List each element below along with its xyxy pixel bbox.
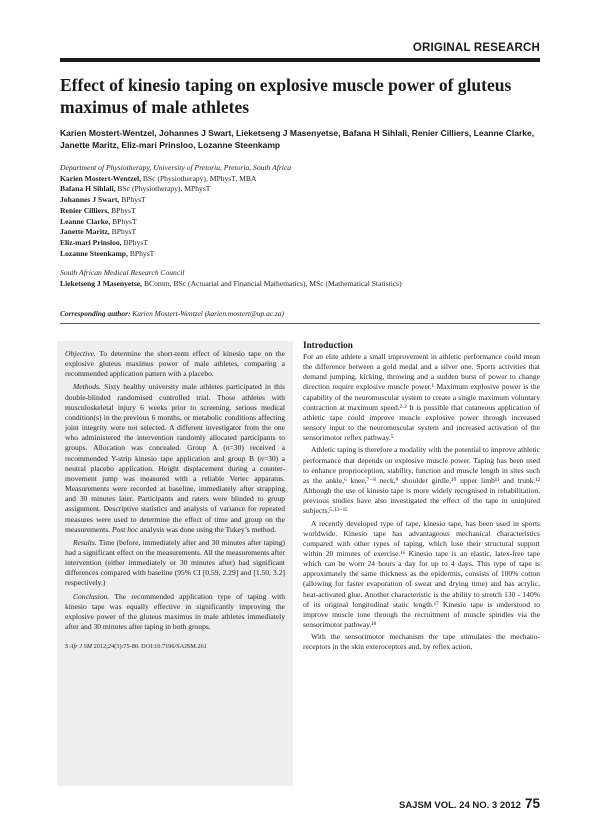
abstract-text: analysis was done using the Tukey’s method.	[138, 524, 277, 534]
abstract-text: =30) received a recommended Y-strip kinesio tape application and group B (	[65, 443, 285, 463]
abstract-text: Sixty healthy university male athletes participated in this double-blinded randomised controlled trial. Those athletes with musculoskeletal injury 6 weeks prior to screening, serious medical condition(s) in the previous 6 months, or metabolic conditions affecting joint integrity were not selected. A different investigator from the one who administered the intervention randomly allocated participants to groups. Allocation was concealed. Group A (	[65, 382, 285, 453]
abstract-text: n	[260, 453, 264, 463]
divider	[60, 323, 540, 324]
person-name: Bafana H Sihlali,	[60, 184, 116, 194]
affiliation-person	[60, 279, 520, 290]
person-degrees: BPhysT	[121, 237, 148, 247]
person-degrees: BSc (Physiotherapy), MPhysT	[115, 184, 211, 194]
abstract-text: The recommended application type of taping with kinesio tape was equally effective in significantly improving the explosive power of the gluteus maximus in male athletes immediately after and 30 minutes after taping in both groups.	[65, 591, 285, 632]
paragraph: A recently developed type of tape, kinesio tape, has been used in sports worldwide. Kinesio tape has advantageous mechanical characteristics compared with other types of taping, which lose their structural support within 20 minutes of exercise.¹⁶ Kinesio tape is an elastic, latex-free tape which can be worn 24 hours a day for up to 4 days. This type of tape is approximately the same thickness as the epidermis, consists of 100% cotton (allowing for faster evaporation of sweat and drying time) and has acrylic, heat-activated glue. Another characteristic is the ability to stretch 130 - 140% of its original longitudinal static length.¹⁷ Kinesio tape is understood to improve muscle tone through the recruitment of muscle spindles via the sensorimotor pathway.¹⁸	[303, 518, 540, 630]
person-degrees: BComm, BSc (Actuarial and Financial Mathematics), MSc (Mathematical Statistics)	[142, 278, 402, 288]
abstract-methods	[65, 382, 285, 534]
footer-journal: SAJSM VOL. 24 NO. 3 2012	[398, 800, 521, 811]
affiliation-person	[60, 249, 520, 260]
header-rule	[60, 58, 540, 62]
person-name: Leanne Clarke,	[60, 216, 111, 226]
citation-text: 2012;24(3):75-80. DOI:10.7196/SAJSM.261	[92, 643, 207, 651]
affiliation-block-1	[60, 163, 520, 259]
page-footer	[399, 795, 540, 813]
affiliation-person	[60, 195, 520, 206]
abstract-objective	[65, 349, 285, 379]
abstract-label: Methods.	[73, 382, 101, 392]
section-tag: ORIGINAL RESEARCH	[412, 42, 540, 54]
paragraph: For an elite athlete a small improvement in athletic performance could mean the difference between a gold medal and a silver one. Sports activities that demand jumping, kicking, throwing and a sudden burst of power to change direction require explosive muscle power.¹ Maximum explosive power is the capability of the neuromuscular system to create a single maximum voluntary contraction at maximum speed.²·³ It is possible that cutaneous application of athletic tape could improve muscle explosive power through increased sensory input to the neuromuscular system and increased activation of the sensorimotor reflex pathway.⁵	[303, 352, 540, 443]
corresponding-label: Corresponding author:	[60, 309, 131, 318]
affiliation-person	[60, 227, 520, 238]
affiliation-people	[60, 174, 520, 260]
person-name: Eliz-mari Prinsloo,	[60, 237, 122, 247]
person-degrees: BPhysT	[127, 248, 155, 258]
person-name: Lozanne Steenkamp,	[60, 248, 128, 258]
person-degrees: BPhysT	[109, 205, 136, 215]
person-degrees: BPhysT	[109, 227, 137, 237]
page-number: 75	[524, 796, 540, 811]
abstract-label: Results.	[73, 537, 97, 547]
abstract-text: Post hoc	[111, 524, 139, 534]
paragraph: With the sensorimotor mechanism the tape stimulates the mechano-receptors in the skin exteroceptors and, by reflex action,	[303, 632, 540, 652]
person-degrees: BPhysT	[110, 216, 137, 226]
abstract-label: Conclusion.	[73, 591, 110, 601]
section-heading: Introduction	[303, 340, 353, 350]
abstract-text: =30) a neutral placebo application. Height displacement during a counter-movement jump was measured with a reliable Vertec apparatus. Measurements were recorded at baseline, immediately after strapping and 30 minutes later. Participants and raters were blinded to group assignment. Descriptive statistics and analysis of variance for repeated measures were used to determine the effect of time and group on the measurements.	[65, 453, 285, 534]
affiliation-people	[60, 279, 520, 290]
paragraph: Athletic taping is therefore a modality with the potential to improve athletic performance that depends on explosive muscle power. Taping has been used to enhance proprioception, stability, function and muscle length in sites such as the ankle,⁶ knee,⁷⁻⁸ neck,⁹ shoulder girdle,¹⁰ upper limb¹¹ and trunk.¹² Although the use of kinesio tape is more widely recognised in rehabilitation, previous studies have also investigated the effect of the tape in uninjured subjects.⁵·¹³⁻¹⁵	[303, 445, 540, 516]
affiliation-person	[60, 174, 520, 185]
abstract-text: To determine the short-term effect of kinesio tape on the explosive gluteus maximus power of male athletes, comparing a recommended application pattern with a placebo.	[65, 349, 285, 379]
person-name: Karien Mostert-Wentzel,	[60, 173, 141, 183]
corresponding-author	[60, 309, 284, 318]
person-name: Johannes J Swart,	[60, 195, 120, 205]
person-name: Janette Maritz,	[60, 227, 110, 237]
affiliation-institution: Department of Physiotherapy, University of Pretoria, Pretoria, South Africa	[60, 163, 292, 172]
affiliation-person	[60, 184, 520, 195]
corresponding-text: Karien Mostert-Wentzel (karien.mostert@up.ac.za)	[130, 309, 284, 318]
person-degrees: BPhysT	[119, 195, 146, 205]
citation-journal: S Afr J SM	[65, 643, 92, 651]
abstract-results	[65, 538, 285, 589]
affiliation-person	[60, 217, 520, 228]
article-title: Effect of kinesio taping on explosive muscle power of gluteus maximus of male athletes	[60, 75, 512, 117]
abstract-box	[57, 341, 293, 786]
abstract-label: Objective.	[65, 349, 96, 358]
introduction-body	[303, 352, 540, 655]
affiliation-block-2	[60, 268, 520, 289]
author-list: Karien Mostert-Wentzel, Johannes J Swart, Lieketseng J Masenyetse, Bafana H Sihlali, Renier Cilliers, Leanne Clarke, Janette Maritz, Eliz-mari Prinsloo, Lozanne Steenkamp	[60, 128, 535, 150]
person-name: Renier Cilliers,	[60, 205, 110, 215]
abstract-text: n	[225, 443, 230, 453]
citation	[65, 642, 285, 652]
person-name: Lieketseng J Masenyetse,	[60, 278, 143, 288]
affiliation-person	[60, 238, 520, 249]
person-degrees: BSc (Physiotherapy), MPhysT, MBA	[140, 173, 257, 183]
affiliation-institution: South African Medical Research Council	[60, 268, 185, 277]
affiliation-person	[60, 206, 520, 217]
abstract-text: Time (before, immediately after and 30 minutes after taping) had a significant effect on the measurements. All the measurements after intervention (either immediately or 30 minutes after) had significant differences compared with baseline (95% CI [0.59, 2.29] and [1.50, 3.2] respectively.)	[65, 537, 285, 588]
abstract-conclusion	[65, 592, 285, 633]
